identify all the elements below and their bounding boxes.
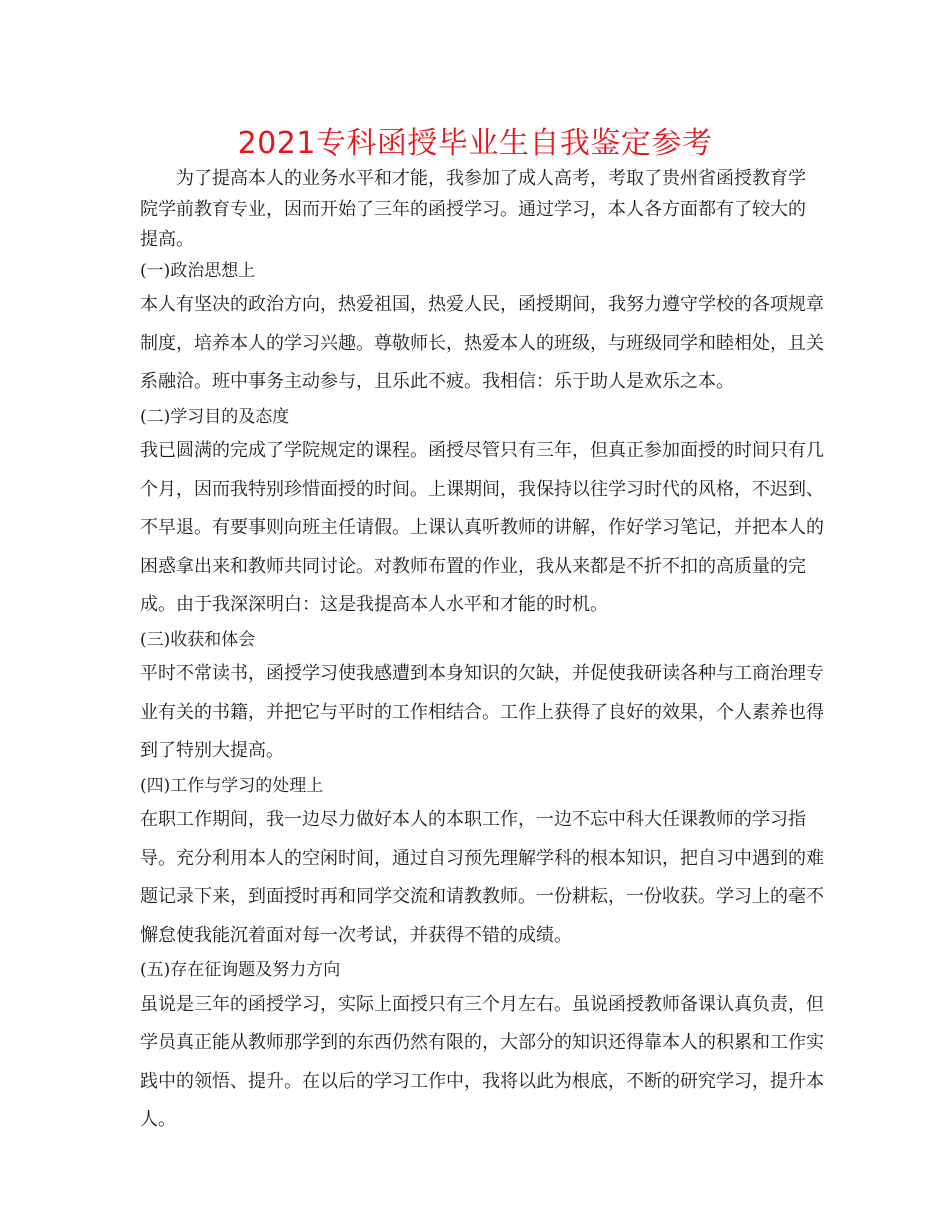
section-heading-2: (二)学习目的及态度	[140, 406, 290, 427]
section-body-5: 虽说是三年的函授学习，实际上面授只有三个月左右。虽说函授教师备课认真负责，但学员真正能从教师那学到的东西仍然有限的，大部分的知识还得靠本人的积累和工作实践中的领悟、提升。在以后的学习工作中，我将以此为根底，不断的研究学习，提升本人。	[140, 993, 824, 1130]
section-body-1: 本人有坚决的政治方向，热爱祖国，热爱人民，函授期间，我努力遵守学校的各项规章制度，培养本人的学习兴趣。尊敬师长，热爱本人的班级，与班级同学和睦相处，且关系融洽。班中事务主动参与，且乐此不疲。我相信：乐于助人是欢乐之本。	[140, 294, 824, 392]
section-heading-5: (五)存在征询题及努力方向	[140, 960, 341, 980]
section-heading-4: (四)工作与学习的处理上	[140, 775, 324, 796]
section-heading-1: (一)政治思想上	[140, 260, 256, 281]
intro-paragraph: 为了提高本人的业务水平和才能，我参加了成人高考，考取了贵州省函授教育学院学前教育专业，因而开始了三年的函授学习。通过学习，本人各方面都有了较大的提高。	[140, 168, 806, 250]
section-heading-3: (三)收获和体会	[140, 629, 256, 650]
document-body	[140, 164, 826, 1140]
document-title: 2021专科函授毕业生自我鉴定参考	[237, 126, 713, 161]
section-body-4: 在职工作期间，我一边尽力做好本人的本职工作，一边不忘中科大任课教师的学习指导。充分利用本人的空闲时间，通过自习预先理解学科的根本知识，把自习中遇到的难题记录下来，到面授时再和同学交流和请教教师。一份耕耘，一份收获。学习上的毫不懈怠使我能沉着面对每一次考试，并获得不错的成绩。	[140, 809, 824, 946]
section-body-3: 平时不常读书，函授学习使我感遭到本身知识的欠缺，并促使我研读各种与工商治理专业有关的书籍，并把它与平时的工作相结合。工作上获得了良好的效果，个人素养也得到了特别大提高。	[140, 663, 824, 761]
section-body-2: 我已圆满的完成了学院规定的课程。函授尽管只有三年，但真正参加面授的时间只有几个月，因而我特别珍惜面授的时间。上课期间，我保持以往学习时代的风格，不迟到、不早退。有要事则向班主任请假。上课认真听教师的讲解，作好学习笔记，并把本人的困惑拿出来和教师共同讨论。对教师布置的作业，我从来都是不折不扣的高质量的完成。由于我深深明白：这是我提高本人水平和才能的时机。	[140, 440, 824, 615]
